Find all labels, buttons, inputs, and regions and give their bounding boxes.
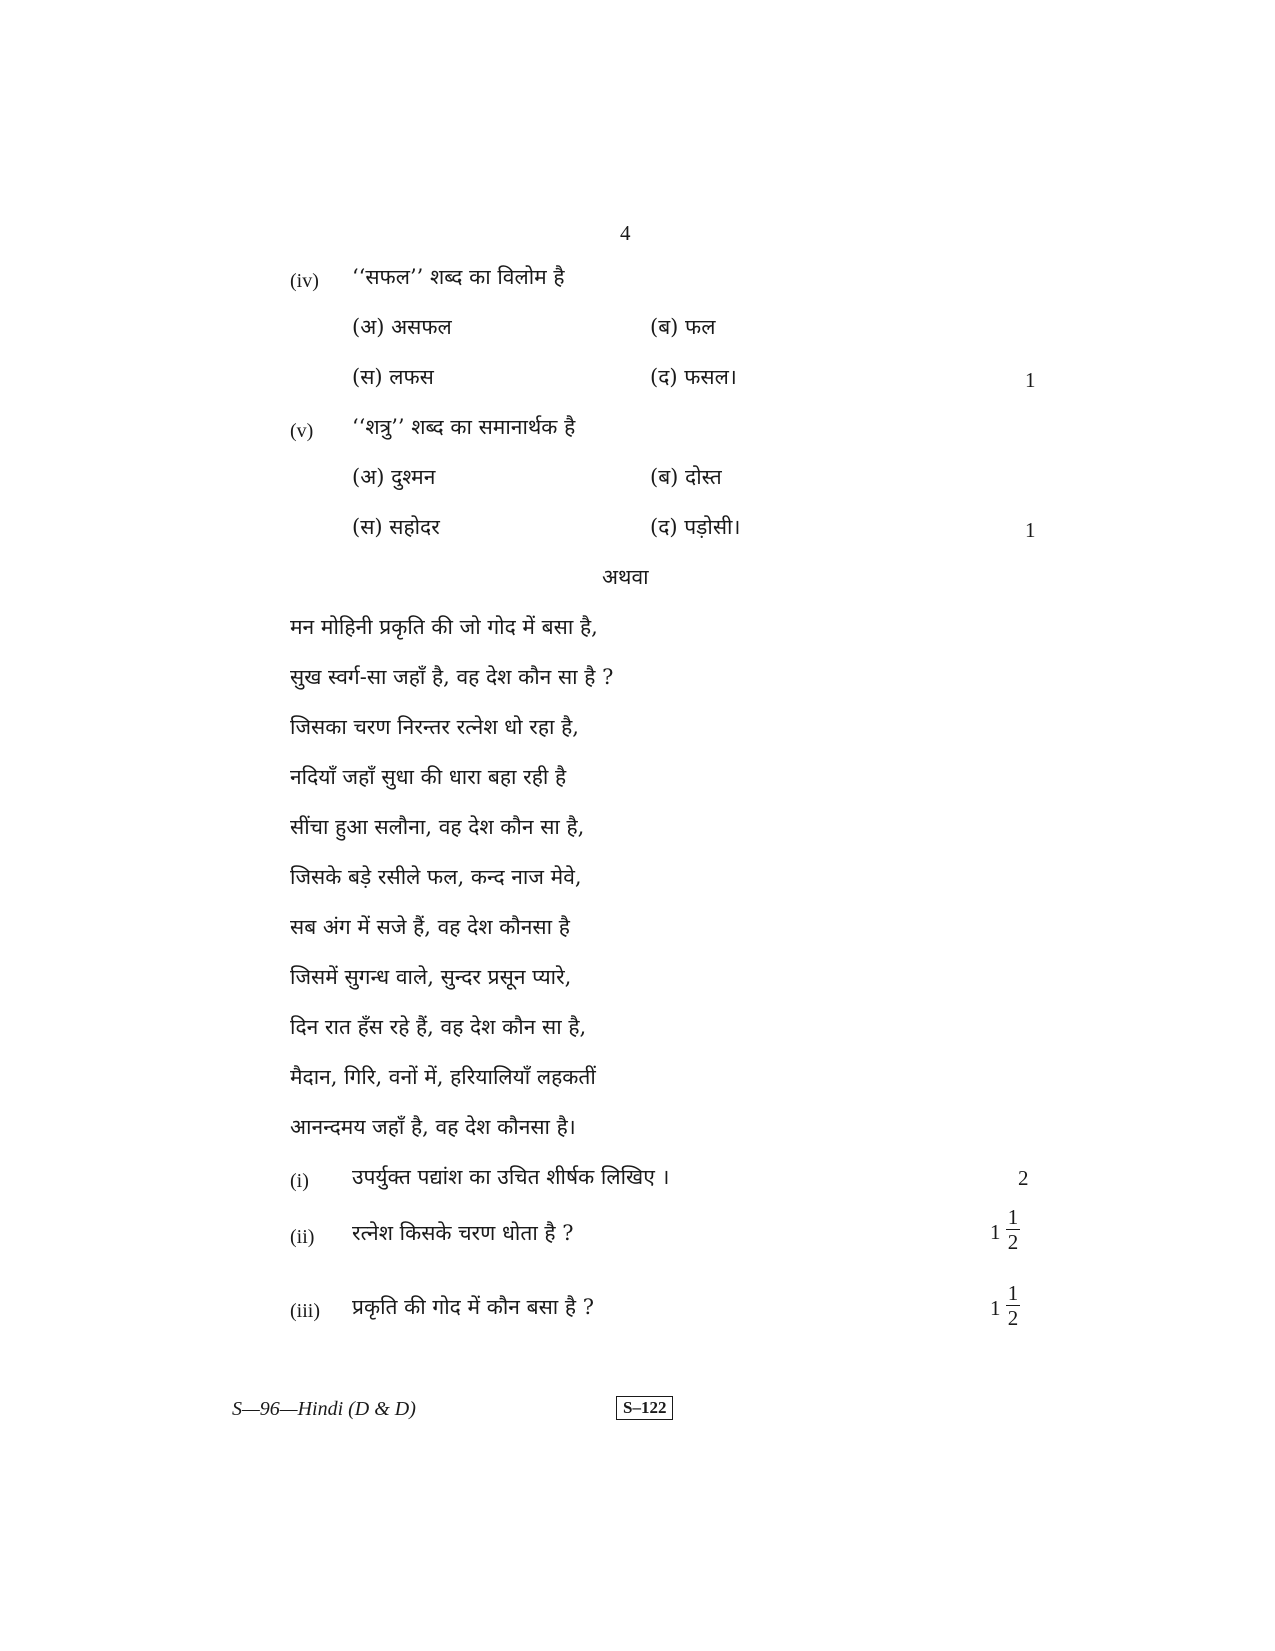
poem-line: जिसके बड़े रसीले फल, कन्द नाज मेवे, [290,865,582,889]
fraction-whole: 1 [990,1296,1001,1320]
option-c: (स) लफस [352,365,434,389]
question-mark: 2 [1018,1166,1029,1190]
question-text: रत्नेश किसके चरण धोता है ? [352,1221,574,1245]
poem-line: जिसका चरण निरन्तर रत्नेश धो रहा है, [290,715,579,739]
poem-line: मैदान, गिरि, वनों में, हरियालियाँ लहकतीं [290,1065,596,1089]
question-number: (iv) [290,270,319,292]
option-a: (अ) दुश्मन [352,465,436,489]
question-mark: 1 [1025,518,1036,542]
poem-line: नदियाँ जहाँ सुधा की धारा बहा रही है [290,765,567,789]
poem-line: सींचा हुआ सलौना, वह देश कौन सा है, [290,815,585,839]
option-b: (ब) दोस्त [650,465,722,489]
question-mark: 1 [1025,368,1036,392]
footer-page-code: S–122 [616,1396,673,1420]
poem-line: आनन्दमय जहाँ है, वह देश कौनसा है। [290,1115,576,1139]
poem-line: सुख स्वर्ग-सा जहाँ है, वह देश कौन सा है ? [290,665,614,689]
fraction-whole: 1 [990,1220,1001,1244]
option-b: (ब) फल [650,315,716,339]
fraction-denominator: 2 [1007,1306,1019,1330]
option-a: (अ) असफल [352,315,452,339]
or-label: अथवा [602,565,649,589]
question-number: (i) [290,1170,309,1192]
option-d: (द) पड़ोसी। [650,515,741,539]
poem-line: दिन रात हँस रहे हैं, वह देश कौन सा है, [290,1015,587,1039]
poem-line: सब अंग में सजे हैं, वह देश कौनसा है [290,915,570,939]
fraction-denominator: 2 [1007,1230,1019,1254]
question-text: प्रकृति की गोद में कौन बसा है ? [352,1295,595,1319]
page-number: 4 [620,221,631,245]
poem-line: मन मोहिनी प्रकृति की जो गोद में बसा है, [290,615,598,639]
option-c: (स) सहोदर [352,515,440,539]
question-text: ‘‘सफल’’ शब्द का विलोम है [352,265,565,289]
question-number: (v) [290,420,314,442]
fraction-numerator: 1 [1007,1205,1019,1229]
option-d: (द) फसल। [650,365,737,389]
question-text: उपर्युक्त पद्यांश का उचित शीर्षक लिखिए । [352,1165,670,1189]
question-text: ‘‘शत्रु’’ शब्द का समानार्थक है [352,415,576,439]
question-number: (ii) [290,1226,315,1248]
footer-paper-code: S—96—Hindi (D & D) [232,1398,416,1420]
poem-line: जिसमें सुगन्ध वाले, सुन्दर प्रसून प्यारे, [290,965,572,989]
fraction-numerator: 1 [1007,1281,1019,1305]
question-number: (iii) [290,1300,320,1322]
